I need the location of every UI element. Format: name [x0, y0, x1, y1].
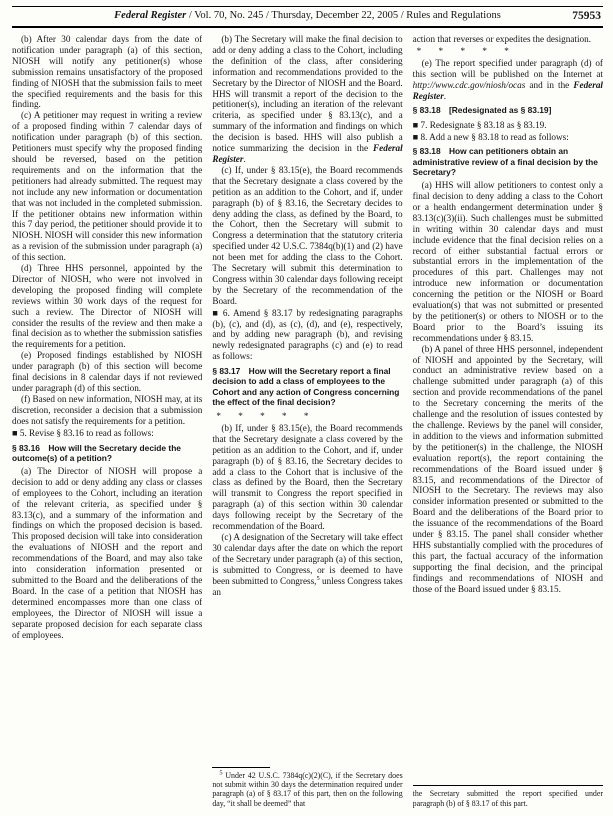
stars-separator	[216, 411, 402, 422]
text-run: § 83.17 How will the Secretary report a final decision to add a class of employees to the Cohort and any action of Congress concerning the effect of the final decision?	[212, 366, 400, 407]
paragraph	[413, 344, 603, 595]
paragraph	[12, 394, 202, 427]
page-number: 75953	[572, 10, 601, 22]
text-run: ■ 8. Add a new § 83.18 to read as follows:	[412, 131, 569, 142]
footnote-reference: 5	[219, 769, 223, 777]
paragraph	[212, 165, 402, 307]
paragraph	[12, 350, 202, 394]
text-run: § 83.18 How can petitioners obtain an administrative review of a final decision by the Secretary?	[412, 146, 598, 177]
text-columns	[12, 34, 603, 808]
column-1	[12, 34, 202, 808]
text-run: (e) The report specified under paragraph (d) of this section will be published on the Internet at	[412, 57, 603, 79]
text-run: (a) HHS will allow petitioners to contest only a final decision to deny adding a class to the Cohort or a health endangerment determination under § 83.13(c)(3)(ii). Such challenges must be submitted in writing within 30 calendar days and must include evidence that the final decision relies on a record of either substantial factual errors or substantial errors in the implementation of the procedures of this part. Challenges may not introduce new information or documentation concerning the petition or the NIOSH or Board evaluation(s) that was not submitted or presented by the petitioner(s) or others to NIOSH or to the Board prior to the Board’s issuing its recommendations under § 83.15.	[412, 180, 603, 343]
paragraph	[413, 58, 603, 102]
footnote	[212, 762, 402, 808]
paragraph	[12, 110, 202, 263]
text-run: (c) A designation of the Secretary will take effect 30 calendar days after the date on which the report of the Secretary under paragraph (a) of this section, is submitted to Congress, or is deemed to have been submitted to Congress,	[212, 531, 403, 586]
text-run: .	[443, 90, 447, 101]
text-run: (c) If, under § 83.15(e), the Board recommends that the Secretary designate a class covered by the petition as an addition to the Cohort, and if, under paragraph (b) of § 83.16, the Secretary decides to deny adding the class, as defined by the Board, to the Cohort, then the Secretary will submit to Congress a determination that the statutory criteria specified under 42 U.S.C. 7384q(b)(1) and (2) have not been met for adding the class to the Cohort. The Secretary will submit this determination to Congress within 30 calendar days following receipt by the Secretary of the recommendation of the Board.	[212, 164, 403, 306]
text-run: Federal Register	[412, 79, 603, 101]
amendment-instruction	[12, 428, 202, 439]
text-run: (b) A panel of three HHS personnel, independent of NIOSH and appointed by the Secretary, will conduct an administrative review based on a challenge submitted under paragraph (a) of this section and provide recommendations of the panel to the Secretary concerning the merits of the challenge and the resolution of issues contested by the challenge. Reviews by the panel will consider, in addition to the views and information submitted by the petitioner(s) in the challenge, the NIOSH evaluation report(s), the report containing the recommendations of the Board issued under § 83.15, and recommendations of the Director of NIOSH to the Secretary. The reviews may also consider information presented or submitted to the Board and the deliberations of the Board prior to the issuance of the recommendations of the Board under § 83.15. The panel shall consider whether HHS substantially complied with the procedures of this part, the factual accuracy of the information supporting the final decision, and the principal findings and recommendations of NIOSH and those of the Board issued under § 83.15.	[412, 343, 603, 594]
section-heading	[12, 443, 202, 463]
text-run: unless Congress takes an	[212, 575, 403, 597]
text-run: Federal Register	[212, 143, 403, 164]
text-run: ■ 5. Revise § 83.16 to read as follows:	[12, 427, 154, 438]
footnote-text	[413, 789, 603, 808]
text-run: ■ 6. Amend § 83.17 by redesignating paragraphs (b), (c), and (d), as (c), (d), and (e), respectively, and by adding new paragraph (b), and revising newly redesignated paragraphs (c) and (e) to read as follows:	[212, 307, 403, 362]
section-heading	[212, 366, 402, 407]
section-heading	[413, 146, 603, 177]
paragraph	[12, 263, 202, 350]
paragraph	[12, 466, 202, 641]
text-run: (f) Based on new information, NIOSH may, at its discretion, reconsider a decision that a submission does not satisfy the requirements for a petition.	[12, 393, 203, 426]
amendment-instruction	[212, 308, 402, 363]
text-run: § 83.16 How will the Secretary decide the outcome(s) of a petition?	[12, 442, 181, 463]
amendment-instruction	[413, 132, 603, 143]
text-run: http://www.cdc.gov/niosh/ocas	[412, 79, 526, 90]
section-heading	[413, 105, 603, 115]
stars-separator	[417, 46, 603, 57]
text-run: (b) After 30 calendar days from the date of notification under paragraph (a) of this section, NIOSH will notify any petitioner(s) whose submission remains unsatisfactory of the proposed finding of NIOSH that the submission fails to meet the specified requirements and the basis for this finding.	[12, 34, 203, 110]
text-run: (e) Proposed findings established by NIOSH under paragraph (b) of this section will become final decisions in 8 calendar days if not reviewed under paragraph (d) of this section.	[12, 350, 203, 393]
text-run: ■ 7. Redesignate § 83.18 as § 83.19.	[412, 119, 547, 130]
paragraph	[212, 532, 402, 597]
footnote-text	[212, 771, 402, 808]
text-run: the Secretary submitted the report specified under paragraph (b) of § 83.17 of this part.	[412, 789, 603, 808]
footnote-separator-rule	[212, 767, 270, 768]
text-run: * * * * *	[216, 411, 309, 421]
paragraph	[212, 423, 402, 532]
paragraph	[212, 34, 402, 165]
amendment-instruction	[413, 120, 603, 131]
paragraph-continuation	[413, 34, 603, 45]
journal-name: Federal Register	[114, 10, 187, 21]
text-run: * * * * *	[416, 45, 509, 56]
page-header	[12, 6, 603, 28]
column-3	[413, 34, 603, 808]
text-run: (d) Three HHS personnel, appointed by the Director of NIOSH, who were not involved in developing the proposed finding will complete reviews within 30 work days of the request for such a review. The Director of NIOSH will consider the results of the review and then make a final decision as to whether the submission satisfies the requirements for a petition.	[12, 263, 203, 350]
text-run: .	[243, 153, 246, 164]
paragraph	[12, 34, 202, 110]
paragraph	[413, 180, 603, 344]
text-run: (b) The Secretary will make the final decision to add or deny adding a class to the Cohort, including the definition of the class, after considering information and recommendations provided to the Secretary by the Director of NIOSH and the Board. HHS will transmit a report of the decision to the petitioner(s), including an iteration of the relevant criteria, as specified under § 83.13(c), and a summary of the information and findings on which the decision is based. HHS will also publish a notice summarizing the decision in the	[212, 34, 403, 154]
footnote-separator-rule	[413, 785, 603, 786]
text-run: (a) The Director of NIOSH will propose a decision to add or deny adding any class or classes of employees to the Cohort, including an iteration of the relevant criteria, as specified under § 83.13(c), and a summary of the information and findings on which the proposed decision is based. This proposed decision will take into consideration the evaluations of NIOSH and the report and recommendations of the Board, and may also take into consideration information presented or submitted to the Board and the deliberations of the Board. In the case of a petition that NIOSH has determined encompasses more than one class of employees, the Director of NIOSH will issue a separate proposed decision for each separate class of employees.	[12, 465, 203, 640]
text-run: action that reverses or expedites the designation.	[412, 34, 591, 44]
column-2	[212, 34, 402, 808]
footnote-reference: 5	[316, 574, 320, 582]
text-run: (c) A petitioner may request in writing a review of a proposed finding within 7 calendar days of notification under paragraph (b) of this section. Petitioners must specify why the proposed finding should be reversed, based on the petition requirements and on the information that the petitioners had already submitted. The request may not include any new information or documentation that was not included in the completed submission. If the petitioner obtains new information within this 7 day period, the petitioner should provide it to NIOSH. NIOSH will consider this new information as a revision of the submission under paragraph (a) of this section.	[12, 110, 203, 263]
header-citation: / Vol. 70, No. 245 / Thursday, December 22, 2005 / Rules and Regulations	[186, 10, 501, 21]
text-run: and in the	[525, 79, 574, 90]
text-run: § 83.18 [Redesignated as § 83.19]	[412, 105, 552, 116]
footnote-cont	[413, 780, 603, 808]
text-run: Under 42 U.S.C. 7384q(c)(2)(C), if the Secretary does not submit within 30 days the determination required under paragraph (a) of § 83.17 of this part, then on the following day, “it shall be deemed” that	[212, 770, 403, 808]
text-run: (b) If, under § 83.15(e), the Board recommends that the Secretary designate a class covered by the petition as an addition to the Cohort, and if, under paragraph (b) of § 83.16, the Secretary decides to add a class to the Cohort that is inclusive of the class as defined by the Board, then the Secretary will transmit to Congress the report specified in paragraph (a) of this section within 30 calendar days following receipt by the Secretary of the recommendation of the Board.	[212, 422, 403, 532]
